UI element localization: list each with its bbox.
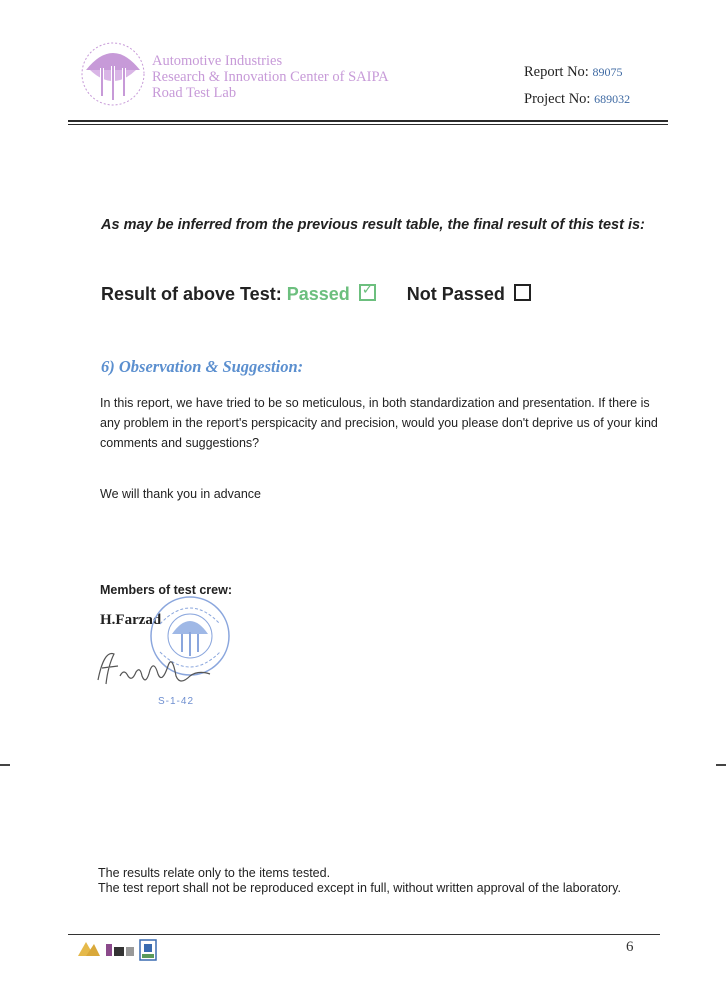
org-line-2: Research & Innovation Center of SAIPA: [152, 69, 389, 85]
observation-paragraph: In this report, we have tried to be so meticulous, in both standardization and presentation. If there is any problem in the report's perspicacity and precision, would you please don't deprive us of your kind comments and suggestions?: [100, 396, 658, 450]
report-meta: [524, 59, 630, 113]
thanks-text: We will thank you in advance: [100, 487, 261, 501]
checkmark-icon: ✓: [361, 281, 374, 297]
test-result-line: [101, 281, 531, 305]
project-number-label: Project No:: [524, 91, 591, 107]
header-divider-thick: [68, 120, 668, 122]
result-label: Result of above Test:: [101, 284, 282, 304]
stamp-code: S-1-42: [158, 696, 195, 707]
passed-option: [286, 281, 381, 304]
page-number: 6: [626, 939, 634, 955]
footer-logos-icon: [76, 938, 160, 962]
project-number-value: 689032: [594, 92, 631, 106]
footer-note: [98, 866, 656, 896]
crew-label: Members of test crew:: [100, 583, 232, 597]
org-line-1: Automotive Industries: [152, 53, 283, 69]
report-number-label: Report No:: [524, 64, 589, 80]
result-intro: As may be inferred from the previous result table, the final result of this test is:: [101, 217, 645, 233]
not-passed-option: [407, 284, 531, 304]
organization-name: [152, 53, 389, 101]
footer-note-line-1: The results relate only to the items tested.: [98, 866, 331, 880]
scan-mark-right: [716, 764, 726, 766]
project-number-row: [524, 86, 630, 113]
footer-divider: [68, 934, 660, 935]
footer-note-line-2: The test report shall not be reproduced except in full, without written approval of the laboratory.: [98, 881, 621, 895]
passed-label: Passed: [286, 284, 350, 304]
header-divider-thin: [68, 124, 668, 125]
not-passed-label: Not Passed: [406, 284, 505, 304]
signature-icon: [94, 646, 214, 692]
not-passed-checkbox: [514, 284, 531, 301]
saipa-logo-icon: [80, 40, 146, 108]
org-line-3: Road Test Lab: [152, 85, 237, 101]
crew-name: H.Farzad: [100, 612, 162, 628]
passed-checkbox: [359, 281, 376, 301]
report-number-row: [524, 59, 630, 86]
scan-mark-left: [0, 764, 10, 766]
report-number-value: 89075: [592, 65, 623, 79]
section-title: 6) Observation & Suggestion:: [101, 357, 304, 376]
